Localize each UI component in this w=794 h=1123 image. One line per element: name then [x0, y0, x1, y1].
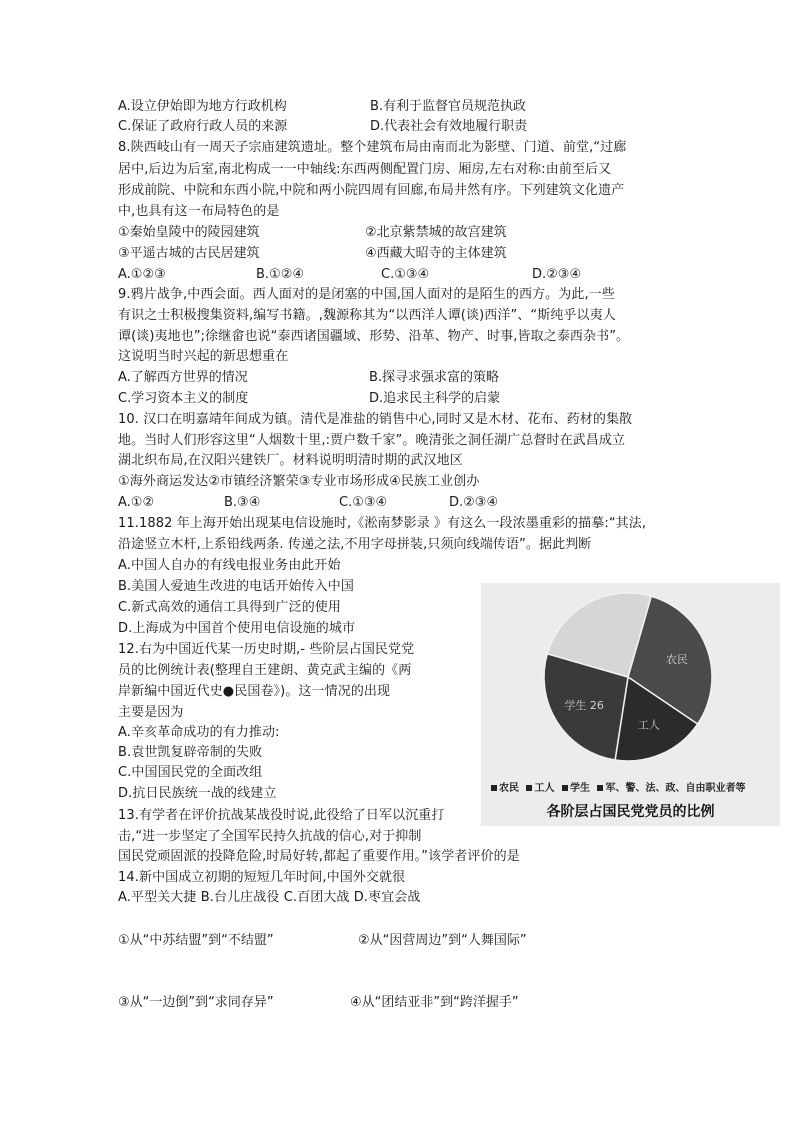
q11-option-b: B.美国人爱迪生改进的电话开始传入中国	[118, 579, 354, 594]
slice-label-worker: 工人	[637, 718, 660, 732]
q8-option-c: C.①③④	[381, 267, 430, 282]
q13-stem-line: 国民党顽固派的投降危险,时局好转,都起了重要作用。”该学者评价的是	[118, 849, 520, 864]
q13-options: A.平型关大捷 B.台儿庄战役 C.百团大战 D.枣宜会战	[118, 890, 421, 905]
q11-stem-line: 11.1882 年上海开始出现某电信设施时,《淞南梦影录 》有这么一段浓墨重彩的描摹:“其法,	[118, 516, 647, 531]
q12-stem-line: 员的比例统计表(整理自王建朗、黄克武主编的《两	[118, 663, 412, 678]
q14-item-2: ②从“因营周边”到“人舞国际”	[358, 933, 527, 948]
q12-stem-line: 12.右为中国近代某一历史时期,- 些阶层占国民党党	[118, 642, 415, 657]
q8-stem-line: 形成前院、中院和东西小院,中院和两小院四周有回廊,布局井然有序。下列建筑文化遗产	[118, 183, 625, 198]
q8-stem-line: 中,也具有这一布局特色的是	[118, 204, 280, 219]
q12-option-d: D.抗日民族统一战的线建立	[118, 786, 277, 801]
q12-option-a: A.辛亥革命成功的有力推动:	[118, 725, 280, 740]
legend-swatch	[597, 785, 603, 791]
q10-option-d: D.②③④	[449, 495, 499, 510]
q12-option-b: B.袁世凯复辟帝制的失败	[118, 745, 263, 760]
q8-item-1: ①秦始皇陵中的陵园建筑	[118, 225, 260, 240]
q10-stem-line: 地。当时人们形容这里“人烟数十里,:贾户数千家”。晚清张之洞任湖广总督时在武昌成立	[118, 433, 626, 448]
q8-stem-line: 8.陕西岐山有一周天子宗庙建筑遗址。整个建筑布局由南而北为影壁、门道、前堂,“过廊	[118, 140, 627, 155]
q13-stem-line: 击,“进一步坚定了全国军民持久抗战的信心,对于抑制	[118, 829, 422, 844]
q7-option-c: C.保证了政府行政人员的来源	[118, 119, 288, 134]
q10-stem-line: 湖北织布局,在汉阳兴建铁厂。材料说明明清时期的武汉地区	[118, 453, 463, 468]
slice-label-student: 学生 26	[564, 699, 604, 713]
slice-label-farmer: 农民	[665, 653, 688, 667]
q10-option-c: C.①③④	[339, 495, 388, 510]
q9-option-b: B.探寻求强求富的策略	[369, 370, 500, 385]
q14-stem: 14.新中国成立初期的短短几年时间,中国外交就很	[118, 870, 406, 885]
legend-swatch	[526, 785, 532, 791]
q9-stem-line: 9.鸦片战争,中西会面。西人面对的是闭塞的中国,国人面对的是陌生的西方。为此,一些	[118, 287, 615, 302]
q11-option-c: C.新式高效的通信工具得到广泛的使用	[118, 600, 342, 615]
q7-option-b: B.有利于监督官员规范执政	[370, 99, 527, 114]
q8-option-b: B.①②④	[256, 267, 305, 282]
q9-stem-line: 有识之士积极搜集资料,编写书籍。,魏源称其为“以西洋人谭(谈)西洋”、“斯纯乎以夷人	[118, 308, 616, 323]
legend-worker: 工人	[534, 783, 555, 794]
q7-option-a: A.设立伊始即为地方行政机构	[118, 99, 287, 114]
q9-option-d: D.追求民主科学的启蒙	[369, 391, 501, 406]
q11-option-a: A.中国人自办的有线电报业务由此开始	[118, 558, 341, 573]
q14-item-3: ③从“一边倒”到“求同存异”	[118, 995, 274, 1010]
pie-legend	[487, 779, 745, 794]
q11-stem-line: 沿途竖立木杆,上系铅线两条. 传递之法,不用字母拼装,只须向线端传语”。据此判断	[118, 537, 592, 552]
q12-stem-line: 主要是因为	[118, 705, 184, 720]
q12-option-c: C.中国国民党的全面改组	[118, 765, 263, 780]
q10-option-b: B.③④	[224, 495, 261, 510]
q10-items-line: ①海外商运发达②市镇经济繁荣③专业市场形成④民族工业创办	[118, 474, 480, 489]
q13-stem-line: 13.有学者在评价抗战某战役时说,此役给了日军以沉重打	[118, 808, 445, 823]
q8-stem-line: 居中,后边为后室,南北构成一一中轴线:东西两侧配置门房、厢房,左右对称:由前至后又	[118, 162, 612, 177]
legend-farmer: 农民	[499, 783, 519, 794]
legend-swatch	[562, 785, 568, 791]
q9-stem-line: 谭(谈)夷地也”;徐继畲也说“泰西诸国疆域、形势、沿革、物产、时事,皆取之泰西杂书”。	[118, 329, 630, 344]
q12-stem-line: 岸新编中国近代史●民国卷》)。这一情况的出现	[118, 684, 391, 699]
q7-option-d: D.代表社会有效地履行职责	[370, 119, 528, 134]
q8-item-2: ②北京紫禁城的故宫建筑	[365, 225, 507, 240]
q9-option-a: A.了解西方世界的情况	[118, 370, 248, 385]
q8-item-3: ③平遥古城的古民居建筑	[118, 246, 260, 261]
legend-student: 学生	[569, 783, 590, 794]
q11-option-d: D.上海成为中国首个使用电信设施的城市	[118, 621, 356, 636]
q14-item-4: ④从“团结亚非”到“跨洋握手”	[350, 995, 519, 1010]
pie-chart-svg	[481, 583, 780, 778]
q10-option-a: A.①②	[118, 495, 155, 510]
q8-item-4: ④西藏大昭寺的主体建筑	[365, 246, 507, 261]
q9-option-c: C.学习资本主义的制度	[118, 391, 249, 406]
q14-item-1: ①从“中苏结盟”到“不结盟”	[118, 933, 274, 948]
chart-title: 各阶层占国民党党员的比例	[546, 804, 715, 820]
q9-stem-line: 这说明当时兴起的新思想重在	[118, 349, 289, 364]
party-member-pie-chart	[481, 583, 780, 826]
q8-option-a: A.①②③	[118, 267, 166, 282]
q8-option-d: D.②③④	[532, 267, 582, 282]
q10-stem-line: 10. 汉口在明嘉靖年间成为镇。清代是准盐的销售中心,同时又是木材、花布、药材的集散	[118, 412, 633, 427]
legend-military-etc: 军、警、法、政、自由职业者等	[605, 783, 746, 794]
legend-swatch	[491, 785, 497, 791]
